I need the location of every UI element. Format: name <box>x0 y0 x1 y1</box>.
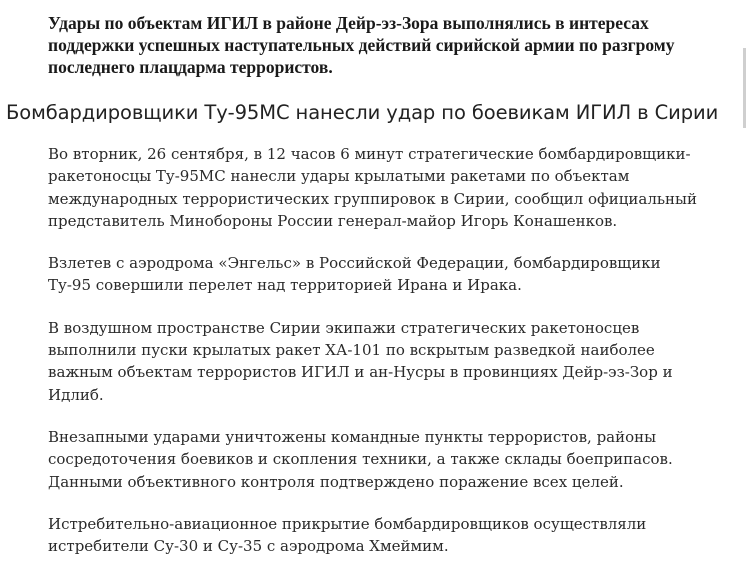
article-paragraph: Внезапными ударами уничтожены командные пункты террористов, районы сосредоточения боевиков и скопления техники, а также склады боеприпасов. Данными объективного контроля подтверждено поражение всех целей. <box>48 427 673 491</box>
article-paragraph: Во вторник, 26 сентября, в 12 часов 6 минут стратегические бомбардировщики-ракетоносцы Ту-95МС нанесли удары крылатыми ракетами по объектам международных террористических группировок в Сирии, сообщил официальный представитель Минобороны России генерал-майор Игорь Конашенков. <box>48 145 697 230</box>
article-headline: Бомбардировщики Ту-95МС нанесли удар по боевикам ИГИЛ в Сирии <box>6 101 719 124</box>
article-paragraph: Истребительно-авиационное прикрытие бомбардировщиков осуществляли истребители Су-30 и Су-35 с аэродрома Хмеймим. <box>48 514 647 556</box>
article-paragraph: В воздушном пространстве Сирии экипажи стратегических ракетоносцев выполнили пуски крылатых ракет ХА-101 по вскрытым разведкой наиболее важным объектам террористов ИГИЛ и ан-Нусры в провинциях Дейр-эз-Зор и Идлиб. <box>48 318 673 404</box>
article-paragraph: Взлетев с аэродрома «Энгельс» в Российской Федерации, бомбардировщики Ту-95 совершили перелет над территорией Ирана и Ирака. <box>48 254 661 295</box>
article-lead: Удары по объектам ИГИЛ в районе Дейр-эз-Зора выполнялись в интересах поддержки успешных наступательных действий сирийской армии по разгрому последнего плацдарма террористов. <box>48 13 675 77</box>
article-body <box>48 143 708 577</box>
